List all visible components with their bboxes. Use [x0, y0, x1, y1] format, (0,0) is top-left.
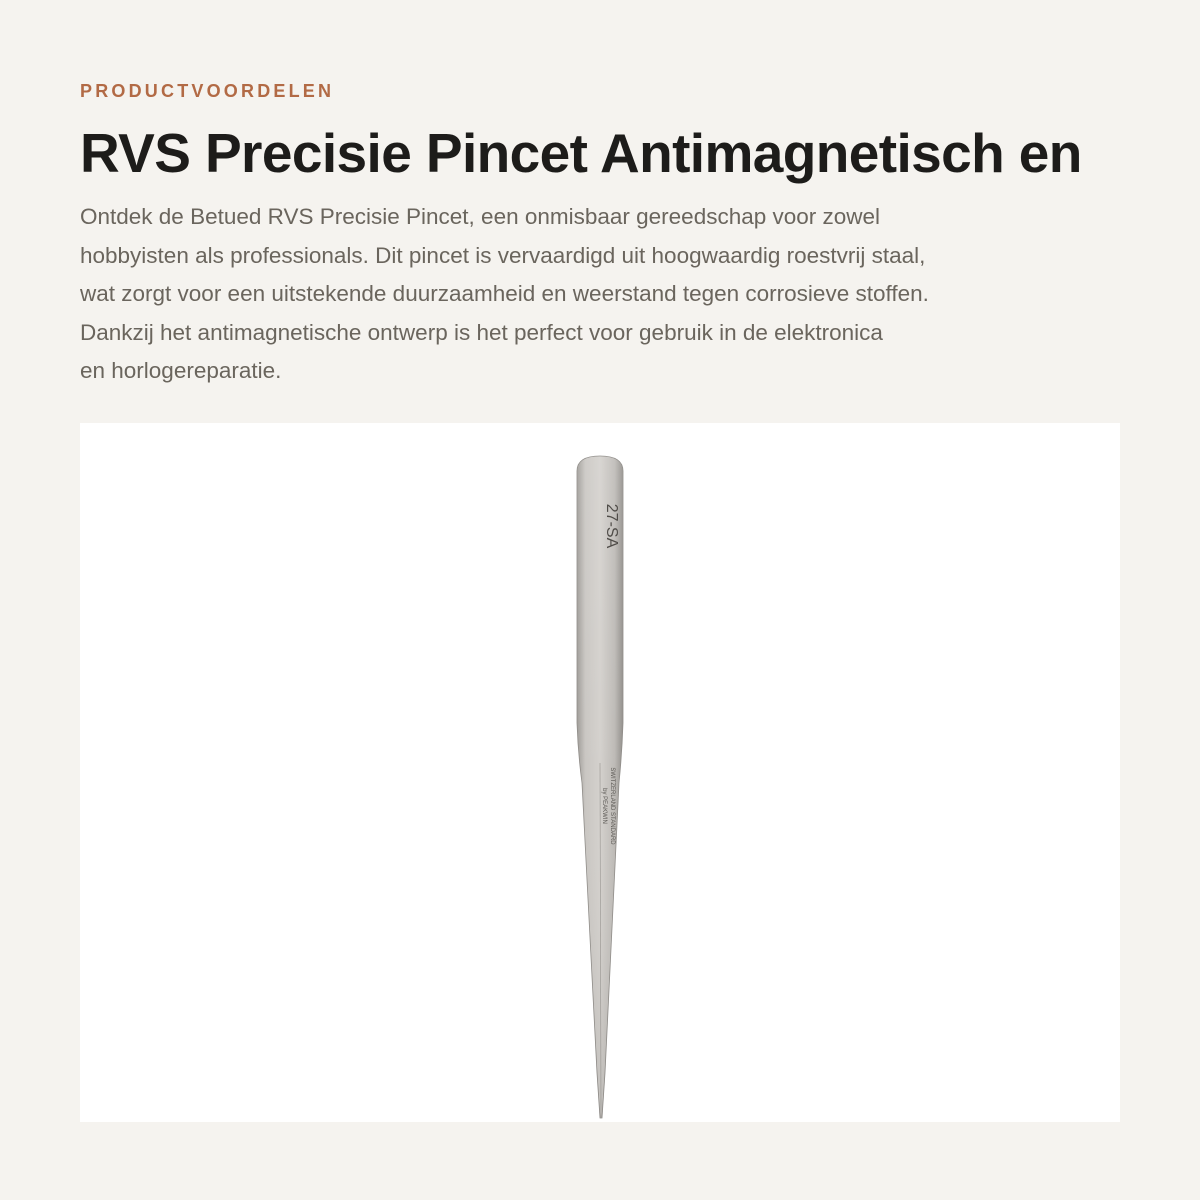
product-image-card: [80, 423, 1120, 1122]
description-line: Dankzij het antimagnetische ontwerp is het perfect voor gebruik in de elektronica: [80, 319, 883, 345]
description-line: Ontdek de Betued RVS Precisie Pincet, een onmisbaar gereedschap voor zowel: [80, 204, 881, 229]
description-line: en horlogereparatie.: [80, 358, 282, 383]
maker-engraving-line1: by PEAKWIN: [601, 788, 607, 824]
product-title: RVS Precisie Pincet Antimagnetisch en: [80, 122, 1082, 184]
maker-engraving-line2: SWITZERLAND STANDARD: [609, 767, 615, 845]
description-line: wat zorgt voor een uitstekende duurzaamheid en weerstand tegen corrosieve stoffen.: [80, 281, 929, 306]
tweezers-image: [80, 423, 1120, 1122]
product-description: [80, 198, 1090, 391]
description-line: hobbyisten als professionals. Dit pincet is vervaardigd uit hoogwaardig roestvrij staal,: [80, 242, 926, 268]
model-engraving: 27-SA: [603, 503, 620, 549]
section-eyebrow: PRODUCTVOORDELEN: [80, 81, 335, 101]
